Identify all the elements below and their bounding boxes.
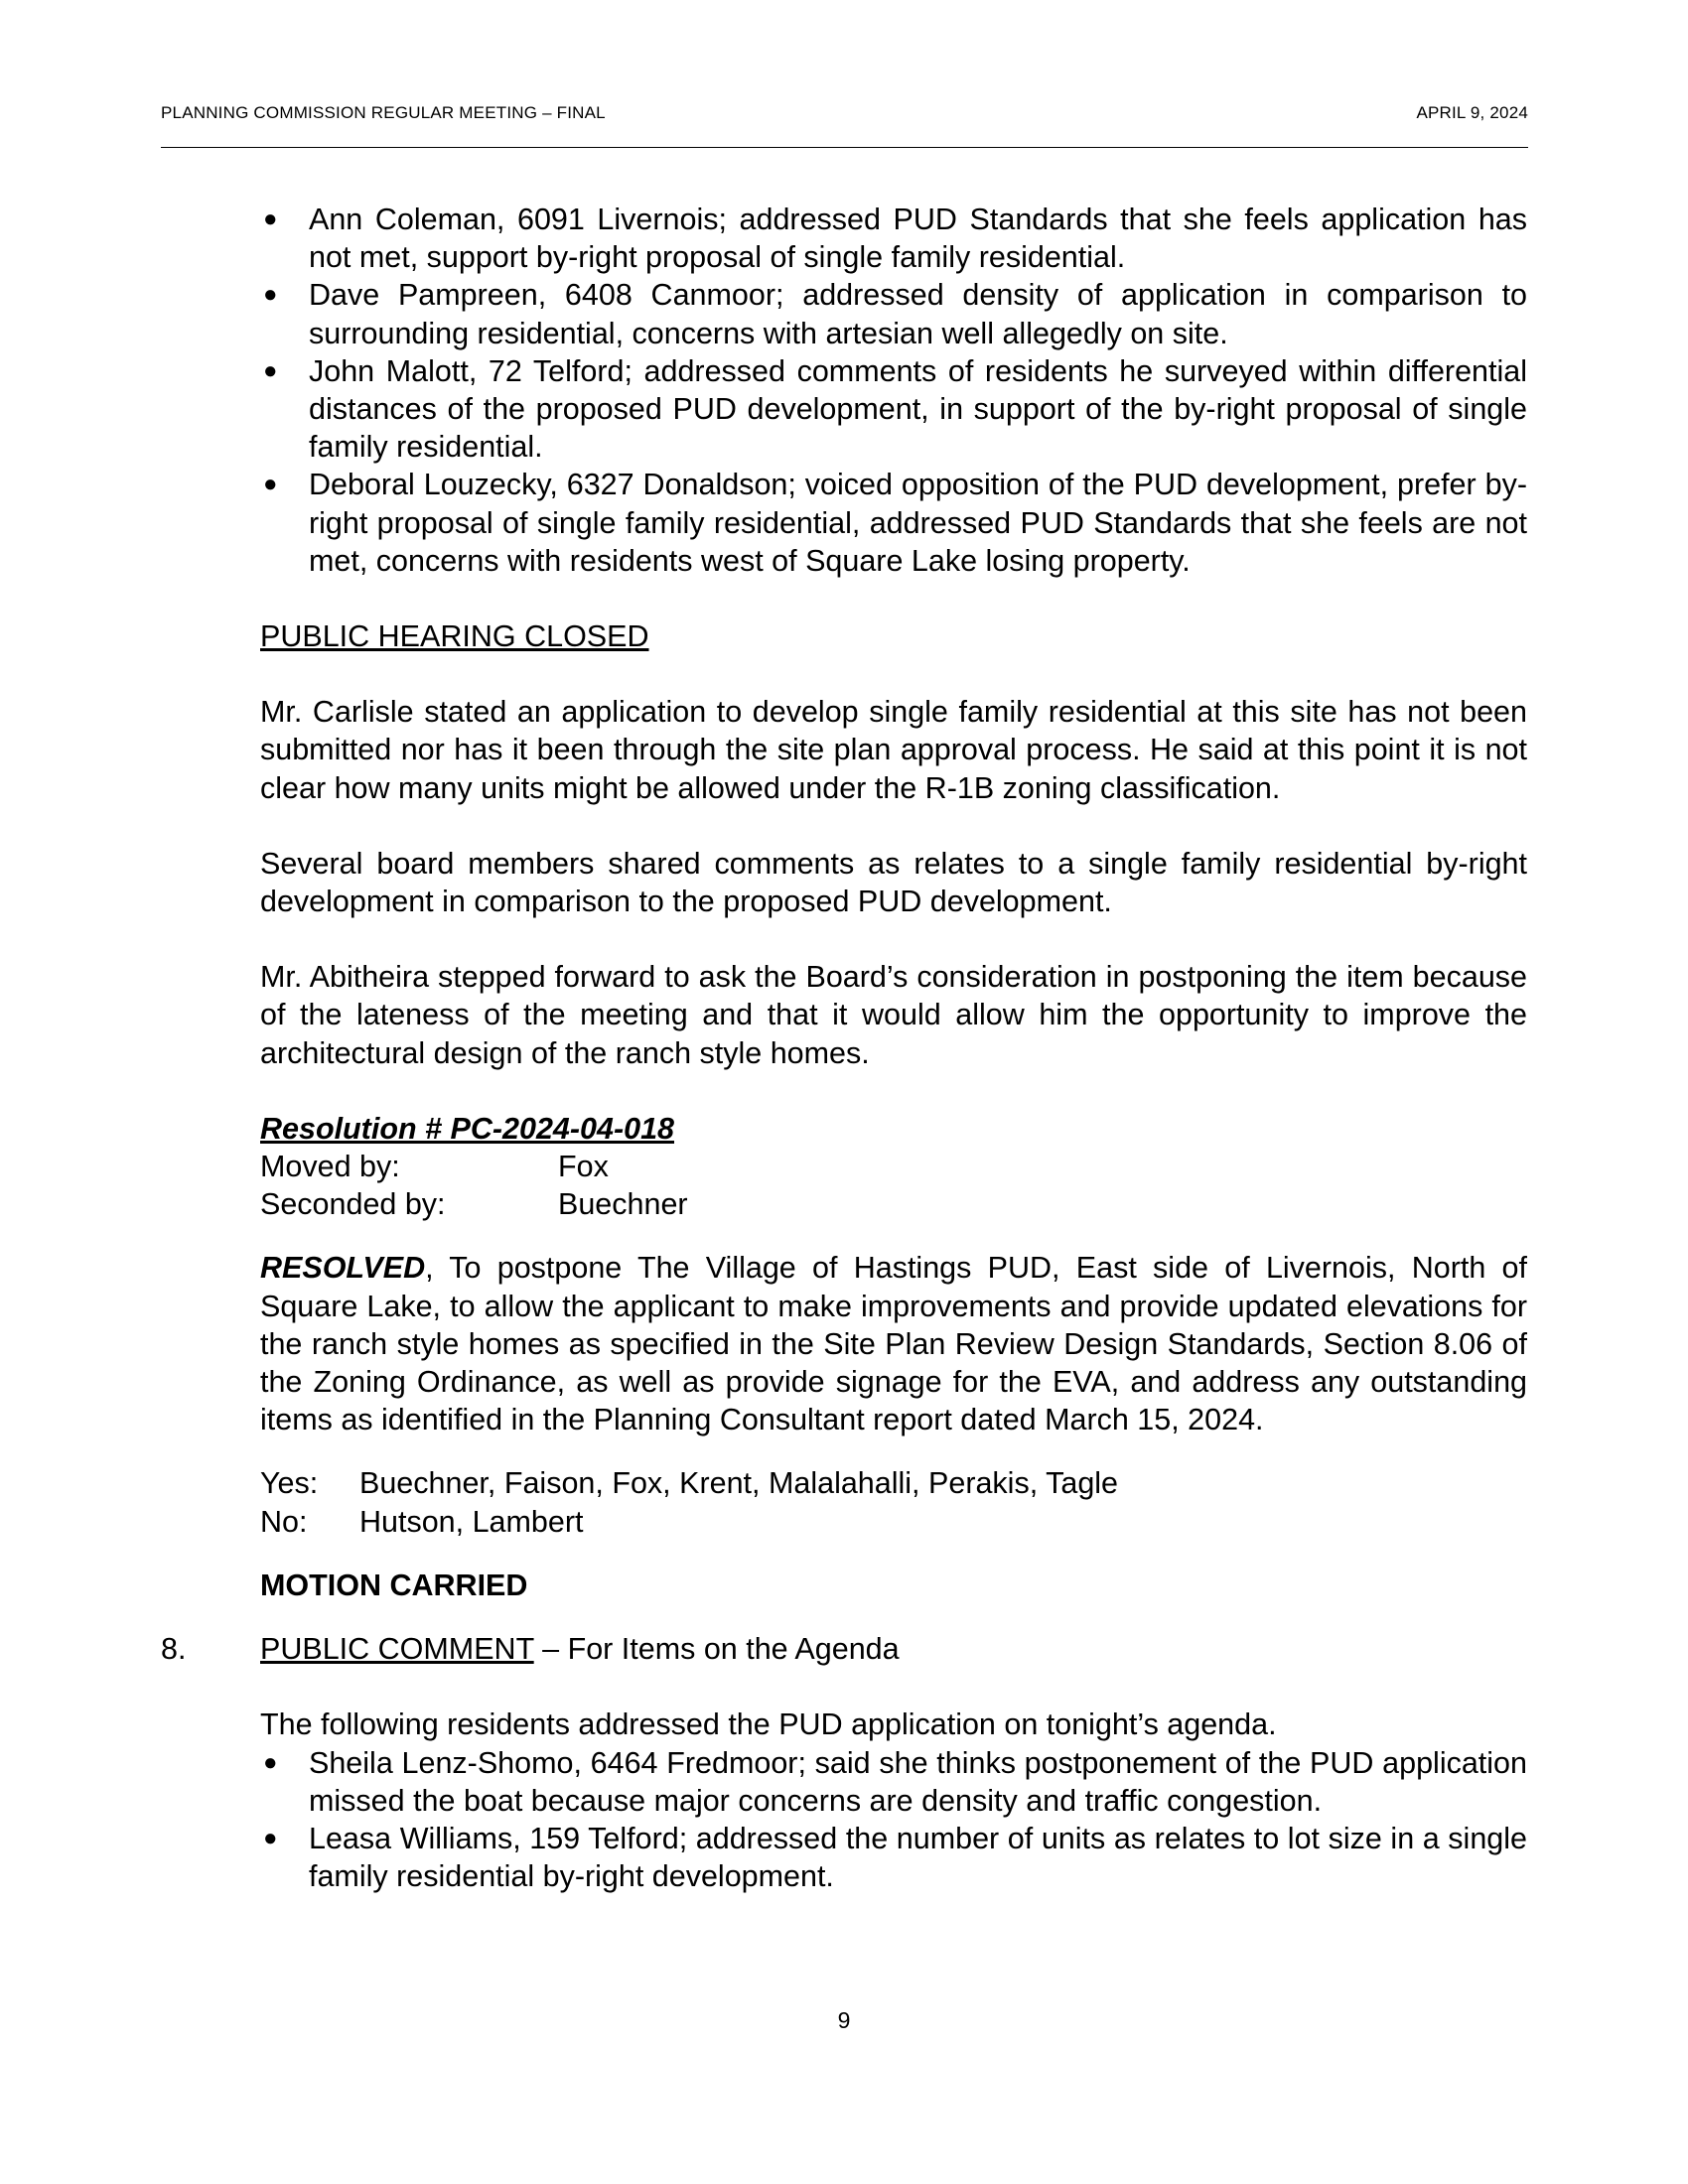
list-item-text: Dave Pampreen, 6408 Canmoor; addressed density of application in comparison to surrounding residential, concerns with artesian well allegedly on site. <box>309 278 1527 350</box>
agenda-item-number: 8. <box>161 1632 187 1667</box>
vote-yes-label: Yes: <box>260 1466 319 1501</box>
public-hearing-comments <box>260 201 1527 580</box>
agenda-item-suffix: – For Items on the Agenda <box>533 1632 900 1667</box>
public-hearing-closed-heading: PUBLIC HEARING CLOSED <box>260 619 649 654</box>
document-body <box>161 201 1527 1895</box>
agenda-item <box>161 1630 1527 1668</box>
list-item <box>260 352 1527 467</box>
paragraph-abitheira: Mr. Abitheira stepped forward to ask the Board’s consideration in postponing the item because of the lateness of the meeting and that it would allow him the opportunity to improve the architectural design of the ranch style homes. <box>260 960 1527 1070</box>
resolution-text <box>260 1249 1527 1438</box>
vote-no-label: No: <box>260 1504 308 1539</box>
moved-by-label: Moved by: <box>260 1150 400 1184</box>
list-item-text: Ann Coleman, 6091 Livernois; addressed PUD Standards that she feels application has not met, support by-right proposal of single family residential. <box>309 203 1527 275</box>
public-comment-intro: The following residents addressed the PUD application on tonight’s agenda. <box>260 1707 1277 1742</box>
resolution-title: Resolution # PC-2024-04-018 <box>260 1111 674 1146</box>
list-item-text: Sheila Lenz-Shomo, 6464 Fredmoor; said she thinks postponement of the PUD application missed the boat because major concerns are density and traffic congestion. <box>309 1745 1527 1818</box>
motion-result: MOTION CARRIED <box>260 1568 528 1602</box>
vote-no-row <box>260 1503 1527 1541</box>
seconded-by-row <box>260 1185 1527 1223</box>
bullet-icon: ● <box>263 205 278 232</box>
moved-by-value: Fox <box>558 1150 609 1184</box>
header-divider <box>161 147 1528 148</box>
header-meeting-title: PLANNING COMMISSION REGULAR MEETING – FINAL <box>161 103 606 122</box>
seconded-by-value: Buechner <box>558 1187 688 1222</box>
page-number: 9 <box>837 2007 851 2033</box>
paragraph-carlisle: Mr. Carlisle stated an application to develop single family residential at this site has not been submitted nor has it been through the site plan approval process. He said at this point it is not clear how many units might be allowed under the R-1B zoning classification. <box>260 695 1527 805</box>
bullet-icon: ● <box>263 471 278 498</box>
public-comments <box>260 1744 1527 1896</box>
vote-yes-row <box>260 1464 1527 1502</box>
vote-no-value: Hutson, Lambert <box>359 1504 584 1539</box>
bullet-icon: ● <box>263 281 278 309</box>
bullet-icon: ● <box>263 1824 278 1851</box>
vote-yes-value: Buechner, Faison, Fox, Krent, Malalahalli, Perakis, Tagle <box>359 1466 1119 1501</box>
header-date: APRIL 9, 2024 <box>1416 103 1528 122</box>
agenda-item-title: PUBLIC COMMENT <box>260 1632 534 1667</box>
list-item <box>260 276 1527 351</box>
list-item <box>260 1820 1527 1895</box>
list-item <box>260 1744 1527 1820</box>
list-item-text: Deboral Louzecky, 6327 Donaldson; voiced opposition of the PUD development, prefer by-right proposal of single family residential, addressed PUD Standards that she feels are not met, concerns with residents west of Square Lake losing property. <box>309 468 1527 578</box>
bullet-icon: ● <box>263 1748 278 1776</box>
resolved-body: , To postpone The Village of Hastings PUD, East side of Livernois, North of Square Lake, to allow the applicant to make improvements and provide updated elevations for the ranch style homes as specified in the Site Plan Review Design Standards, Section 8.06 of the Zoning Ordinance, as well as provide signage for the EVA, and address any outstanding items as identified in the Planning Consultant report dated March 15, 2024. <box>260 1251 1527 1437</box>
bullet-icon: ● <box>263 356 278 384</box>
moved-by-row <box>260 1148 1527 1185</box>
resolved-keyword: RESOLVED <box>260 1251 426 1286</box>
list-item <box>260 201 1527 276</box>
list-item <box>260 466 1527 580</box>
list-item-text: Leasa Williams, 159 Telford; addressed the number of units as relates to lot size in a single family residential by-right development. <box>309 1821 1527 1894</box>
paragraph-board-comments: Several board members shared comments as relates to a single family residential by-right development in comparison to the proposed PUD development. <box>260 846 1527 919</box>
list-item-text: John Malott, 72 Telford; addressed comments of residents he surveyed within differential distances of the proposed PUD development, in support of the by-right proposal of single family residential. <box>309 353 1527 465</box>
seconded-by-label: Seconded by: <box>260 1187 446 1222</box>
